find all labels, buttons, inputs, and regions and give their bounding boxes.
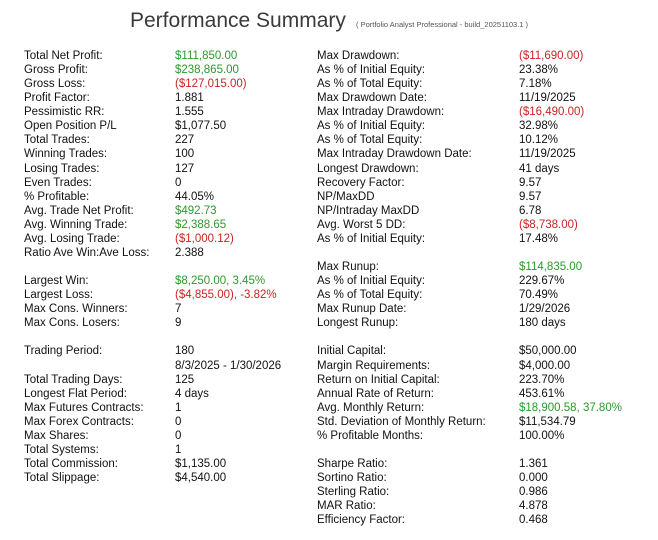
metric-label: Initial Capital: xyxy=(317,345,387,358)
metric-value: 227 xyxy=(175,134,195,147)
metric-value: $111,850.00 xyxy=(175,50,238,62)
metric-label: As % of Total Equity: xyxy=(317,289,423,302)
metric-label: Winning Trades: xyxy=(24,148,108,161)
metric-value: $238,865.00 xyxy=(175,64,239,77)
metric-label: NP/Intraday MaxDD xyxy=(317,204,420,217)
right-metric-row xyxy=(0,63,658,77)
metric-label: As % of Initial Equity: xyxy=(317,64,426,77)
metric-label: Gross Profit: xyxy=(24,64,88,77)
right-metric-row xyxy=(0,288,658,302)
metric-value: 17.48% xyxy=(519,232,559,245)
metric-value: 11/19/2025 xyxy=(519,148,576,161)
right-metric-row xyxy=(0,218,658,232)
right-metric-row xyxy=(0,147,658,161)
metric-label: As % of Initial Equity: xyxy=(317,120,426,133)
metric-label: Max Forex Contracts: xyxy=(24,415,134,428)
right-metric-row xyxy=(0,415,658,429)
right-metric-row xyxy=(0,232,658,246)
right-metric-row xyxy=(0,162,658,176)
right-metric-row xyxy=(0,373,658,387)
metric-value: ($16,490.00) xyxy=(519,106,585,119)
metric-value: 9.57 xyxy=(519,190,542,203)
metric-value: 1.361 xyxy=(519,458,548,471)
page-title: Performance Summary xyxy=(130,9,346,32)
metric-value: 8/3/2025 - 1/30/2026 xyxy=(175,359,282,372)
metric-value: $1,077.50 xyxy=(175,120,227,133)
metric-label: Return on Initial Capital: xyxy=(317,373,440,386)
metric-label: Max Runup Date: xyxy=(317,303,407,316)
metric-value: 32.98% xyxy=(519,120,559,133)
metric-value: 0 xyxy=(175,429,182,442)
right-metric-row xyxy=(0,457,658,471)
right-metric-row xyxy=(0,471,658,485)
metric-value: 23.38% xyxy=(519,64,559,77)
metric-label: Max Shares: xyxy=(24,429,89,442)
right-metric-row xyxy=(0,133,658,147)
metric-label: Recovery Factor: xyxy=(317,176,405,189)
metric-label: Losing Trades: xyxy=(24,162,100,175)
metric-value: $11,534.79 xyxy=(519,415,576,428)
right-metric-row xyxy=(0,77,658,91)
metric-label: Gross Loss: xyxy=(24,78,86,91)
right-metric-row xyxy=(0,49,658,63)
metric-value: $492.73 xyxy=(175,204,217,217)
metric-label: Max Drawdown: xyxy=(317,50,400,62)
metric-value: 0.000 xyxy=(519,472,548,485)
metric-label: Max Intraday Drawdown Date: xyxy=(317,148,472,161)
metric-label: Annual Rate of Return: xyxy=(317,387,434,400)
metric-value: 100 xyxy=(175,148,195,161)
metric-value: 9.57 xyxy=(519,176,542,189)
metric-label: Pessimistic RR: xyxy=(24,106,105,119)
right-metric-row xyxy=(0,302,658,316)
metric-value: $1,135.00 xyxy=(175,458,227,471)
metric-value: 1.881 xyxy=(175,92,204,105)
metric-value: 11/19/2025 xyxy=(519,92,576,105)
metric-value: $50,000.00 xyxy=(519,345,577,358)
right-metric-row xyxy=(0,190,658,204)
metric-value: 1 xyxy=(175,401,182,414)
metric-label: Std. Deviation of Monthly Return: xyxy=(317,415,486,428)
metric-value: $18,900.58, 37.80% xyxy=(519,401,622,414)
metric-label: Total Trades: xyxy=(24,134,90,147)
left-metric-row xyxy=(0,443,658,457)
metric-label: Max Cons. Losers: xyxy=(24,317,120,330)
metric-label: Avg. Winning Trade: xyxy=(24,218,128,231)
metric-value: $8,250.00, 3.45% xyxy=(175,275,266,288)
metric-value: $114,835.00 xyxy=(519,261,583,274)
metric-label: Max Runup: xyxy=(317,261,380,274)
right-metric-row xyxy=(0,260,658,274)
metric-label: Avg. Trade Net Profit: xyxy=(24,204,134,217)
metric-label: As % of Total Equity: xyxy=(317,78,423,91)
metric-label: Total Systems: xyxy=(24,443,99,456)
right-metric-row xyxy=(0,485,658,499)
metric-label: Largest Loss: xyxy=(24,289,94,302)
metric-label: Max Intraday Drawdown: xyxy=(317,106,445,119)
metric-value: 10.12% xyxy=(519,134,559,147)
metric-value: $4,540.00 xyxy=(175,472,227,485)
metric-value: 0.468 xyxy=(519,514,548,527)
metric-value: 4 days xyxy=(175,387,209,400)
right-metric-row xyxy=(0,119,658,133)
metric-label: Ratio Ave Win:Ave Loss: xyxy=(24,246,150,259)
right-metric-row xyxy=(0,359,658,373)
metric-label: Longest Flat Period: xyxy=(24,387,127,400)
metric-label: Avg. Monthly Return: xyxy=(317,401,425,414)
metric-label: Max Cons. Winners: xyxy=(24,303,128,316)
metric-label: NP/MaxDD xyxy=(317,190,375,203)
metric-value: 0.986 xyxy=(519,486,548,499)
metric-label: As % of Total Equity: xyxy=(317,134,423,147)
metric-label: Sortino Ratio: xyxy=(317,472,387,485)
metric-value: $2,388.65 xyxy=(175,218,227,231)
right-metric-row xyxy=(0,316,658,330)
metric-value: 6.78 xyxy=(519,204,542,217)
metric-value: 1 xyxy=(175,443,182,456)
metric-label: Total Net Profit: xyxy=(24,50,103,62)
metric-value: 223.70% xyxy=(519,373,565,386)
metric-value: 9 xyxy=(175,317,182,330)
metric-value: 44.05% xyxy=(175,190,215,203)
metric-value: 7 xyxy=(175,303,182,316)
metric-label: % Profitable: xyxy=(24,190,90,203)
metric-label: % Profitable Months: xyxy=(317,429,424,442)
right-metric-row xyxy=(0,344,658,358)
metric-value: 100.00% xyxy=(519,429,565,442)
metric-value: 453.61% xyxy=(519,387,565,400)
metric-label: Avg. Worst 5 DD: xyxy=(317,218,406,231)
metric-label: As % of Initial Equity: xyxy=(317,275,426,288)
metric-value: 125 xyxy=(175,373,195,386)
metric-label: Efficiency Factor: xyxy=(317,514,405,527)
metric-value: $4,000.00 xyxy=(519,359,571,372)
metric-label: Profit Factor: xyxy=(24,92,90,105)
right-metric-row xyxy=(0,401,658,415)
metric-label: Sharpe Ratio: xyxy=(317,458,388,471)
metric-label: Max Futures Contracts: xyxy=(24,401,144,414)
metric-label: Total Commission: xyxy=(24,458,118,471)
build-info: ( Portfolio Analyst Professional - build_20251103.1 ) xyxy=(356,20,529,29)
metric-value: ($127,015.00) xyxy=(175,78,247,91)
metric-value: 0 xyxy=(175,176,182,189)
metric-value: 127 xyxy=(175,162,195,175)
metric-label: Total Trading Days: xyxy=(24,373,123,386)
metric-value: 1/29/2026 xyxy=(519,303,571,316)
metric-label: Largest Win: xyxy=(24,275,89,288)
metric-label: Trading Period: xyxy=(24,345,103,358)
metric-value: 41 days xyxy=(519,162,560,175)
metric-value: 0 xyxy=(175,415,182,428)
right-metric-row xyxy=(0,499,658,513)
metric-label: Avg. Losing Trade: xyxy=(24,232,120,245)
metric-label: Longest Runup: xyxy=(317,317,399,330)
right-metric-row xyxy=(0,429,658,443)
metric-value: ($4,855.00), -3.82% xyxy=(175,289,277,302)
metric-value: 180 days xyxy=(519,317,566,330)
metric-value: 7.18% xyxy=(519,78,552,91)
metric-label: Total Slippage: xyxy=(24,472,100,485)
metric-label: Open Position P/L xyxy=(24,120,117,133)
right-metric-row xyxy=(0,176,658,190)
metric-label: Sterling Ratio: xyxy=(317,486,390,499)
metric-label: As % of Initial Equity: xyxy=(317,232,426,245)
metric-value: ($1,000.12) xyxy=(175,232,234,245)
metric-label: MAR Ratio: xyxy=(317,500,376,513)
right-metric-row xyxy=(0,204,658,218)
metric-value: 4.878 xyxy=(519,500,548,513)
right-metric-row xyxy=(0,91,658,105)
metric-value: 1.555 xyxy=(175,106,204,119)
right-metric-row xyxy=(0,105,658,119)
metric-value: 180 xyxy=(175,345,195,358)
metric-label: Even Trades: xyxy=(24,176,92,189)
metric-label: Max Drawdown Date: xyxy=(317,92,427,105)
right-metric-row xyxy=(0,513,658,527)
metric-value: ($8,738.00) xyxy=(519,218,578,231)
metric-value: 229.67% xyxy=(519,275,565,288)
left-metric-row xyxy=(0,246,658,260)
metric-label: Margin Requirements: xyxy=(317,359,431,372)
metric-label: Longest Drawdown: xyxy=(317,162,419,175)
right-metric-row xyxy=(0,387,658,401)
right-metric-row xyxy=(0,274,658,288)
metric-value: ($11,690.00) xyxy=(519,50,584,62)
metric-value: 70.49% xyxy=(519,289,559,302)
metric-value: 2.388 xyxy=(175,246,204,259)
